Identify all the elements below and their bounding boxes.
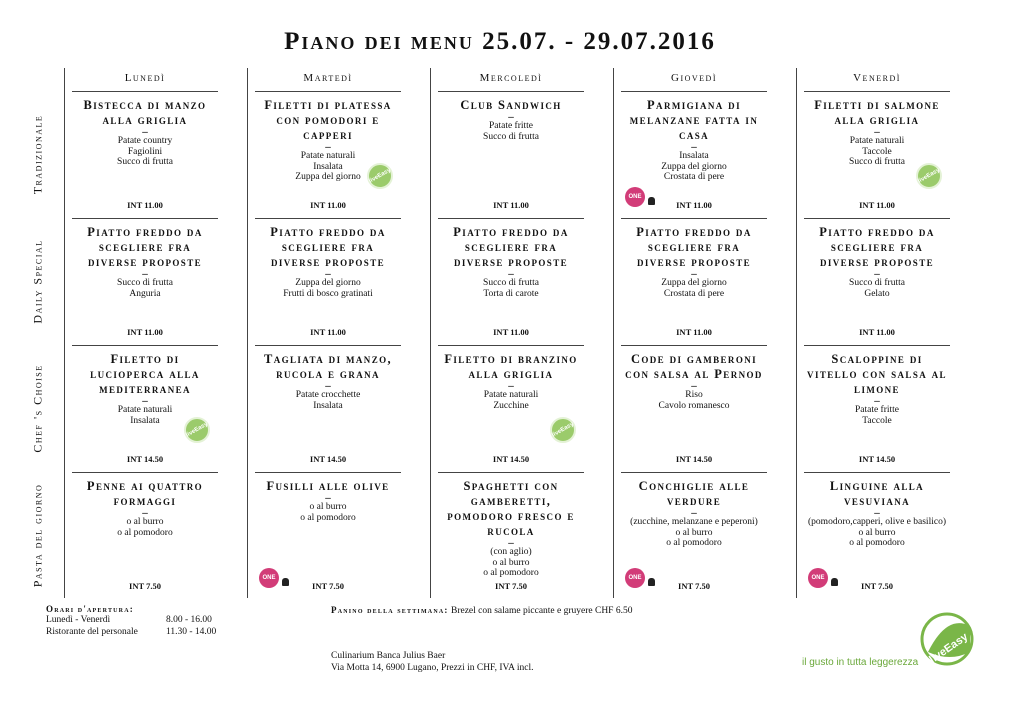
dish-separator: – — [508, 111, 514, 123]
dish-side: Patate naturali — [849, 136, 905, 146]
liveeasy-badge-icon: liveEasy — [184, 417, 210, 443]
dish-side: Gelato — [864, 288, 890, 299]
dish-side: o al pomodoro — [483, 568, 539, 578]
dish-title: Filetti di salmone alla griglia — [814, 98, 940, 127]
dish-side: Cavolo romanesco — [658, 400, 730, 411]
one-climate-badge-icon: ONE — [808, 568, 828, 588]
dish-title: Filetto di branzino alla griglia — [444, 352, 578, 381]
dish-side: o al pomodoro — [300, 512, 356, 523]
dish-separator: – — [142, 395, 148, 407]
row-label-chefs-choise: Chef 's Choise — [30, 363, 45, 453]
dish-title: Spaghetti con gamberetti, pomodoro fresco e rucola — [447, 479, 575, 538]
dish-side: Insalata — [313, 161, 343, 172]
menu-cell — [438, 91, 584, 215]
hours-row — [46, 626, 216, 638]
menu-cell — [438, 345, 584, 469]
dish-side: Succo di frutta — [117, 157, 173, 167]
menu-cell — [255, 472, 401, 596]
dish-side: Patate country — [117, 136, 173, 146]
menu-cell — [621, 472, 767, 596]
menu-cell — [621, 345, 767, 469]
menu-cell — [255, 218, 401, 342]
menu-cell — [255, 91, 401, 215]
dish-price: INT 11.00 — [676, 327, 712, 337]
dish-side: Insalata — [679, 151, 709, 161]
dish-side: o al pomodoro — [849, 538, 905, 548]
dish-separator: – — [325, 492, 331, 504]
hours-label: Lunedì - Venerdì — [46, 615, 111, 625]
dish-side: Zuppa del giorno — [661, 278, 727, 288]
dish-side: Anguria — [129, 288, 161, 299]
dish-side: Patate crocchette — [295, 390, 361, 400]
dish-price: INT 7.50 — [495, 581, 527, 591]
menu-cell — [804, 472, 950, 596]
menu-cell — [72, 345, 218, 469]
dish-price: INT 7.50 — [312, 581, 344, 591]
menu-cell — [72, 91, 218, 215]
dish-price: INT 11.00 — [127, 200, 163, 210]
column-divider — [247, 68, 248, 598]
page-title: Piano dei menu 25.07. - 29.07.2016 — [284, 28, 716, 55]
dish-side: Fagiolini — [127, 146, 163, 157]
dish-title: Scaloppine di vitello con salsa al limone — [807, 352, 947, 396]
dish-separator: – — [874, 395, 880, 407]
dish-title: Tagliata di manzo, rucola e grana — [263, 352, 393, 381]
menu-cell — [621, 218, 767, 342]
dish-title: Conchiglie alle verdure — [638, 479, 750, 508]
liveeasy-badge-icon: liveEasy — [550, 417, 576, 443]
row-label-pasta-del-giorno: Pasta del giorno — [30, 483, 45, 587]
dish-side: o al burro — [675, 527, 713, 538]
liveeasy-logo-icon — [920, 612, 974, 666]
dish-side: Patate naturali — [117, 405, 173, 415]
one-climate-badge-icon: ONE — [625, 568, 645, 588]
opening-hours — [46, 604, 216, 638]
dish-side: Succo di frutta — [483, 131, 539, 142]
dish-title: Penne ai quattro formaggi — [86, 479, 204, 508]
wwf-panda-icon — [282, 578, 289, 586]
dish-price: INT 7.50 — [678, 581, 710, 591]
logo-text: liveEasy — [927, 630, 971, 666]
dish-side: (con aglio) — [490, 547, 532, 557]
menu-cell — [72, 472, 218, 596]
dish-separator: – — [142, 507, 148, 519]
day-header: Martedì — [303, 72, 353, 84]
dish-separator: – — [142, 126, 148, 138]
dish-separator: – — [325, 380, 331, 392]
dish-price: INT 14.50 — [309, 454, 347, 464]
dish-side: o al burro — [492, 557, 530, 568]
dish-title: Filetti di platessa con pomodori e capperi — [264, 98, 392, 142]
dish-side: o al pomodoro — [117, 527, 173, 538]
wwf-panda-icon — [648, 578, 655, 586]
dish-price: INT 11.00 — [127, 327, 163, 337]
dish-title: Club Sandwich — [460, 98, 562, 112]
dish-separator: – — [508, 380, 514, 392]
dish-side: Patate naturali — [483, 390, 539, 400]
dish-title: Filetto di lucioperca alla mediterranea — [90, 352, 200, 396]
dish-side: Patate fritte — [854, 405, 900, 415]
dish-price: INT 11.00 — [310, 327, 346, 337]
dish-side: Taccole — [862, 415, 892, 426]
dish-separator: – — [508, 537, 514, 549]
day-header: Giovedì — [671, 72, 717, 84]
dish-separator: – — [874, 268, 880, 280]
liveeasy-badge-icon: liveEasy — [367, 163, 393, 189]
dish-side: Torta di carote — [483, 288, 539, 299]
dish-side: o al burro — [858, 527, 896, 538]
dish-price: INT 7.50 — [861, 581, 893, 591]
dish-price: INT 11.00 — [493, 327, 529, 337]
day-header: Mercoledì — [479, 72, 543, 84]
dish-side: Riso — [685, 390, 703, 400]
dish-title: Bistecca di manzo alla griglia — [83, 98, 207, 127]
dish-side: Succo di frutta — [849, 278, 905, 288]
dish-title: Fusilli alle olive — [266, 479, 390, 493]
dish-side: Insalata — [313, 400, 343, 411]
dish-separator: – — [508, 268, 514, 280]
address-line-2: Via Motta 14, 6900 Lugano, Prezzi in CHF, IVA incl. — [331, 663, 534, 673]
dish-side: Insalata — [130, 415, 160, 426]
dish-side: Crostata di pere — [663, 288, 725, 299]
address-block — [331, 650, 533, 674]
day-header: Venerdì — [853, 72, 901, 84]
hours-time: 11.30 - 14.00 — [166, 627, 217, 637]
dish-price: INT 11.00 — [676, 200, 712, 210]
row-label-daily-special: Daily Special — [30, 238, 45, 324]
dish-side: Taccole — [862, 146, 892, 157]
dish-side: Succo di frutta — [483, 278, 539, 288]
dish-side: Patate fritte — [488, 121, 534, 131]
dish-side: Frutti di bosco gratinati — [283, 288, 373, 299]
menu-cell — [255, 345, 401, 469]
dish-side: o al pomodoro — [666, 538, 722, 548]
column-divider — [613, 68, 614, 598]
dish-side: Zuppa del giorno — [295, 172, 361, 182]
column-divider — [64, 68, 65, 598]
dish-title: Code di gamberoni con salsa al Pernod — [625, 352, 763, 381]
opening-hours-title: Orari d'apertura: — [46, 604, 134, 614]
dish-separator: – — [691, 507, 697, 519]
panino-della-settimana — [331, 605, 632, 616]
panino-label: Panino della settimana: — [331, 605, 449, 615]
dish-price: INT 14.50 — [858, 454, 896, 464]
slogan: il gusto in tutta leggerezza — [802, 657, 919, 668]
dish-price: INT 11.00 — [493, 200, 529, 210]
dish-side: (pomodoro,capperi, olive e basilico) — [808, 517, 946, 527]
panino-text: Brezel con salame piccante e gruyere CHF 6.50 — [448, 606, 633, 616]
dish-price: INT 14.50 — [675, 454, 713, 464]
row-label-tradizionale: Tradizionale — [30, 114, 45, 194]
dish-side: Zuppa del giorno — [661, 161, 727, 172]
dish-side: Patate naturali — [300, 151, 356, 161]
dish-price: INT 7.50 — [129, 581, 161, 591]
dish-side: (zucchine, melanzane e peperoni) — [630, 517, 758, 527]
wwf-panda-icon — [831, 578, 838, 586]
dish-price: INT 14.50 — [126, 454, 164, 464]
dish-price: INT 11.00 — [310, 200, 346, 210]
menu-cell — [438, 472, 584, 596]
address-line-1: Culinarium Banca Julius Baer — [331, 651, 446, 661]
menu-cell — [804, 218, 950, 342]
dish-side: Zucchine — [493, 400, 529, 411]
dish-price: INT 11.00 — [859, 327, 895, 337]
day-header: Lunedì — [124, 72, 166, 84]
dish-title: Linguine alla vesuviana — [829, 479, 925, 508]
wwf-panda-icon — [648, 197, 655, 205]
dish-title: Piatto freddo da scegliere fra diverse proposte — [87, 225, 203, 269]
menu-cell — [621, 91, 767, 215]
one-climate-badge-icon: ONE — [259, 568, 279, 588]
hours-row — [46, 614, 216, 626]
dish-title: Piatto freddo da scegliere fra diverse proposte — [453, 225, 569, 269]
dish-title: Parmigiana di melanzane fatta in casa — [629, 98, 759, 142]
menu-cell — [438, 218, 584, 342]
dish-title: Piatto freddo da scegliere fra diverse proposte — [819, 225, 935, 269]
column-divider — [430, 68, 431, 598]
dish-side: Crostata di pere — [663, 172, 725, 182]
dish-separator: – — [874, 126, 880, 138]
dish-side: o al burro — [126, 517, 164, 527]
dish-title: Piatto freddo da scegliere fra diverse proposte — [270, 225, 386, 269]
dish-separator: – — [142, 268, 148, 280]
dish-separator: – — [691, 380, 697, 392]
dish-separator: – — [691, 141, 697, 153]
dish-separator: – — [691, 268, 697, 280]
dish-price: INT 11.00 — [859, 200, 895, 210]
dish-separator: – — [874, 507, 880, 519]
menu-cell — [804, 345, 950, 469]
liveeasy-badge-icon: liveEasy — [916, 163, 942, 189]
hours-label: Ristorante del personale — [46, 627, 138, 637]
hours-time: 8.00 - 16.00 — [166, 615, 212, 625]
dish-price: INT 14.50 — [492, 454, 530, 464]
menu-cell — [804, 91, 950, 215]
dish-title: Piatto freddo da scegliere fra diverse proposte — [636, 225, 752, 269]
column-divider — [796, 68, 797, 598]
dish-side: o al burro — [309, 502, 347, 512]
menu-cell — [72, 218, 218, 342]
dish-side: Succo di frutta — [117, 278, 173, 288]
one-climate-badge-icon: ONE — [625, 187, 645, 207]
dish-side: Zuppa del giorno — [295, 278, 361, 288]
dish-separator: – — [325, 268, 331, 280]
dish-separator: – — [325, 141, 331, 153]
dish-side: Succo di frutta — [849, 157, 905, 167]
